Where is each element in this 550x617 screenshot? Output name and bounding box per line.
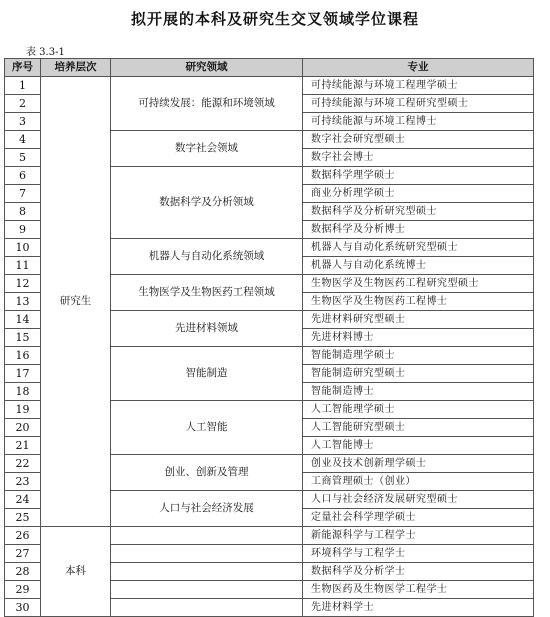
row-number: 7 [5,185,41,203]
major-cell: 数字社会博士 [303,149,534,167]
row-number: 26 [5,527,41,545]
field-entrepreneurship: 创业、创新及管理 [111,455,303,491]
major-cell: 人工智能研究型硕士 [303,419,534,437]
row-number: 9 [5,221,41,239]
major-cell: 数据科学理学硕士 [303,167,534,185]
row-number: 18 [5,383,41,401]
level-undergraduate: 本科 [41,527,111,617]
row-number: 14 [5,311,41,329]
field-empty [111,527,303,545]
page-title: 拟开展的本科及研究生交叉领域学位课程 [130,10,419,28]
major-cell: 机器人与自动化系统博士 [303,257,534,275]
major-cell: 生物医药及生物医学工程学士 [303,581,534,599]
header-field: 研究领域 [111,59,303,77]
major-cell: 数字社会研究型硕士 [303,131,534,149]
field-empty [111,563,303,581]
major-cell: 先进材料博士 [303,329,534,347]
major-cell: 生物医学及生物医药工程研究型硕士 [303,275,534,293]
major-cell: 新能源科学与工程学士 [303,527,534,545]
major-cell: 先进材料学士 [303,599,534,617]
row-number: 15 [5,329,41,347]
field-empty [111,581,303,599]
header-major: 专业 [303,59,534,77]
row-number: 5 [5,149,41,167]
field-ai: 人工智能 [111,401,303,455]
major-cell: 智能制造研究型硕士 [303,365,534,383]
row-number: 17 [5,365,41,383]
field-digital-society: 数字社会领域 [111,131,303,167]
major-cell: 可持续能源与环境工程理学硕士 [303,77,534,95]
row-number: 11 [5,257,41,275]
field-population: 人口与社会经济发展 [111,491,303,527]
major-cell: 智能制造博士 [303,383,534,401]
major-cell: 机器人与自动化系统研究型硕士 [303,239,534,257]
row-number: 8 [5,203,41,221]
major-cell: 商业分析理学硕士 [303,185,534,203]
row-number: 24 [5,491,41,509]
row-number: 4 [5,131,41,149]
major-cell: 可持续能源与环境工程博士 [303,113,534,131]
field-robotics: 机器人与自动化系统领域 [111,239,303,275]
major-cell: 可持续能源与环境工程研究型硕士 [303,95,534,113]
field-advanced-materials: 先进材料领域 [111,311,303,347]
major-cell: 先进材料研究型硕士 [303,311,534,329]
major-cell: 人口与社会经济发展研究型硕士 [303,491,534,509]
table-row [5,77,534,95]
table-header-row [5,59,534,77]
row-number: 3 [5,113,41,131]
table-caption: 表 3.3-1 [26,47,65,58]
field-data-science: 数据科学及分析领域 [111,167,303,239]
major-cell: 环境科学与工程学士 [303,545,534,563]
row-number: 6 [5,167,41,185]
major-cell: 智能制造理学硕士 [303,347,534,365]
row-number: 28 [5,563,41,581]
row-number: 25 [5,509,41,527]
row-number: 21 [5,437,41,455]
row-number: 2 [5,95,41,113]
major-cell: 定量社会科学理学硕士 [303,509,534,527]
row-number: 12 [5,275,41,293]
field-empty [111,599,303,617]
row-number: 1 [5,77,41,95]
major-cell: 数据科学及分析博士 [303,221,534,239]
degree-programs-table [4,58,534,617]
header-no: 序号 [5,59,41,77]
level-graduate: 研究生 [41,77,111,527]
major-cell: 数据科学及分析研究型硕士 [303,203,534,221]
row-number: 19 [5,401,41,419]
row-number: 20 [5,419,41,437]
row-number: 22 [5,455,41,473]
major-cell: 工商管理硕士（创业） [303,473,534,491]
row-number: 16 [5,347,41,365]
row-number: 27 [5,545,41,563]
row-number: 13 [5,293,41,311]
table-row [5,527,534,545]
field-biomedical: 生物医学及生物医药工程领域 [111,275,303,311]
major-cell: 数据科学及分析学士 [303,563,534,581]
major-cell: 创业及技术创新理学硕士 [303,455,534,473]
major-cell: 人工智能理学硕士 [303,401,534,419]
field-empty [111,545,303,563]
row-number: 29 [5,581,41,599]
major-cell: 生物医学及生物医药工程博士 [303,293,534,311]
row-number: 23 [5,473,41,491]
row-number: 30 [5,599,41,617]
header-level: 培养层次 [41,59,111,77]
row-number: 10 [5,239,41,257]
field-sustainability: 可持续发展：能源和环境领域 [111,77,303,131]
field-smart-manufacturing: 智能制造 [111,347,303,401]
major-cell: 人工智能博士 [303,437,534,455]
